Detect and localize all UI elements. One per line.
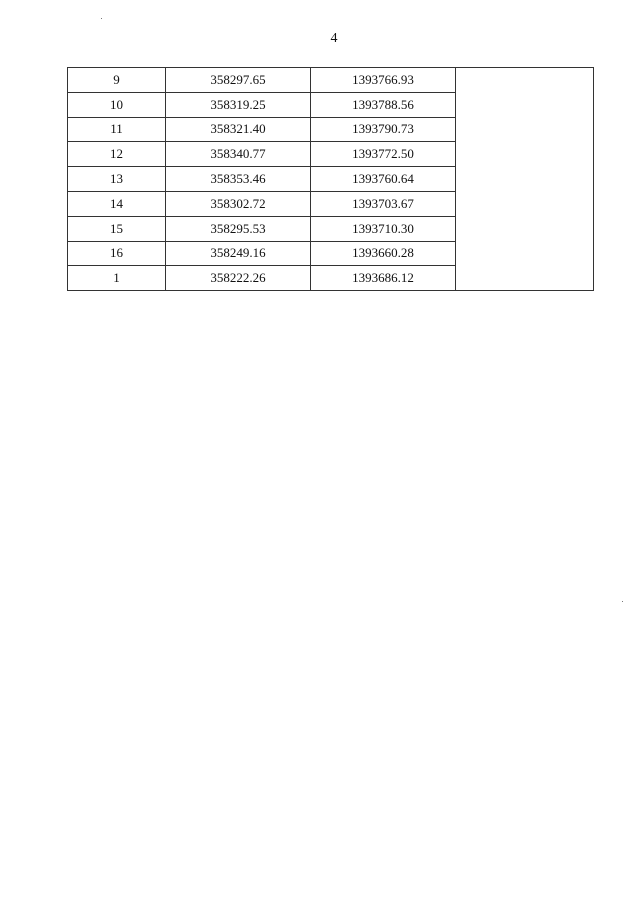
- y-coordinate-cell: 1393710.30: [311, 216, 456, 241]
- x-coordinate-cell: 358222.26: [166, 266, 311, 291]
- y-coordinate-cell: 1393760.64: [311, 167, 456, 192]
- point-number-cell: 1: [68, 266, 166, 291]
- merged-empty-cell: [456, 68, 594, 291]
- y-coordinate-cell: 1393703.67: [311, 191, 456, 216]
- x-coordinate-cell: 358297.65: [166, 68, 311, 93]
- point-number-cell: 15: [68, 216, 166, 241]
- point-number-cell: 11: [68, 117, 166, 142]
- table-row: [68, 68, 594, 93]
- point-number-cell: 12: [68, 142, 166, 167]
- x-coordinate-cell: 358249.16: [166, 241, 311, 266]
- x-coordinate-cell: 358321.40: [166, 117, 311, 142]
- x-coordinate-cell: 358302.72: [166, 191, 311, 216]
- y-coordinate-cell: 1393772.50: [311, 142, 456, 167]
- point-number-cell: 16: [68, 241, 166, 266]
- point-number-cell: 9: [68, 68, 166, 93]
- y-coordinate-cell: 1393660.28: [311, 241, 456, 266]
- x-coordinate-cell: 358353.46: [166, 167, 311, 192]
- y-coordinate-cell: 1393766.93: [311, 68, 456, 93]
- scan-speck: [622, 601, 623, 602]
- point-number-cell: 13: [68, 167, 166, 192]
- x-coordinate-cell: 358340.77: [166, 142, 311, 167]
- page-number: 4: [330, 31, 338, 46]
- point-number-cell: 10: [68, 92, 166, 117]
- point-number-cell: 14: [68, 191, 166, 216]
- y-coordinate-cell: 1393686.12: [311, 266, 456, 291]
- y-coordinate-cell: 1393790.73: [311, 117, 456, 142]
- x-coordinate-cell: 358295.53: [166, 216, 311, 241]
- y-coordinate-cell: 1393788.56: [311, 92, 456, 117]
- scan-speck: [101, 18, 102, 19]
- coordinates-table: [67, 67, 594, 291]
- x-coordinate-cell: 358319.25: [166, 92, 311, 117]
